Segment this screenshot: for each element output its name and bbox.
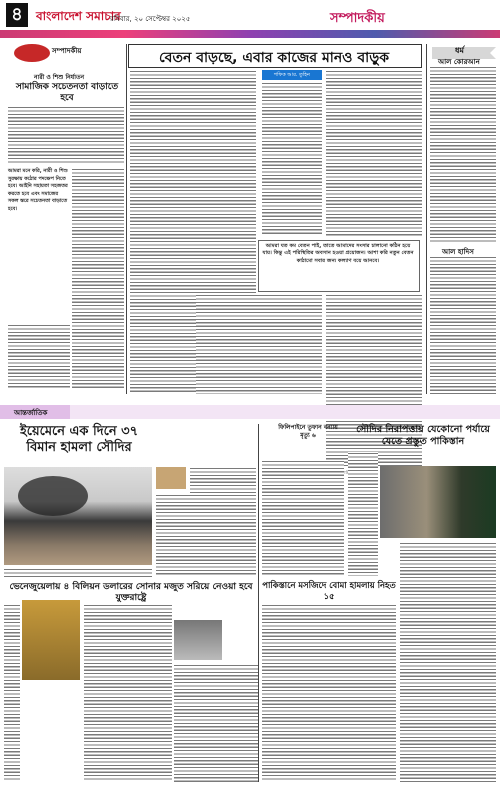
editorial-body-text — [72, 168, 124, 388]
column-body-text — [262, 82, 322, 236]
venezuela-headline: ভেনেজুয়েলায় ৪ বিলিয়ন ডলারের সোনার মজুত সরিয়ে নেওয়া হবে যুক্তরাষ্ট্রে — [9, 582, 253, 603]
gold-bars-photo — [22, 600, 80, 680]
yemen-headline: ইয়েমেনে এক দিনে ৩৭ বিমান হামলা সৌদির — [19, 424, 139, 455]
editorial-headline: সামাজিক সচেতনতা বাড়াতে হবে — [15, 82, 119, 103]
saudi-body-text — [400, 542, 496, 782]
inset-photo — [156, 467, 186, 489]
newspaper-logo: বাংলাদেশ সমাচার — [36, 9, 121, 23]
pakistan-headline: পাকিস্তানে মসজিদে বোমা হামলায় নিহত ১৫ — [262, 580, 396, 601]
philippines-headline: ফিলিপাইনে তুফান বন্যায় মৃত্যু ৬ — [278, 424, 338, 439]
editorial-kicker: নারী ও শিশু নির্যাতন — [34, 74, 85, 81]
editorial-tag-label: সম্পাদকীয় — [52, 47, 82, 55]
venezuela-body-text — [174, 664, 258, 782]
column-body-text — [196, 294, 322, 394]
column-body-text — [326, 70, 422, 236]
philippines-body-text — [262, 460, 344, 576]
venezuela-body-text — [84, 604, 172, 782]
header-decor-strip — [0, 30, 500, 38]
quran-subheading: আল কোরআন — [438, 58, 480, 66]
saudi-body-text — [348, 452, 378, 576]
quran-body-text — [430, 66, 496, 242]
column-divider — [426, 44, 427, 394]
yemen-body-text — [190, 467, 256, 493]
religion-tag-label: ধর্ম — [455, 46, 464, 55]
international-section-label: আন্তর্জাতিক — [14, 409, 48, 417]
dateline: রবিবার, ২০ সেপ্টেম্বর ২০২৫ — [110, 15, 191, 23]
author-caption: কলামিস্ট — [338, 470, 353, 475]
hadith-body-text — [430, 256, 496, 394]
page-number: ৪ — [6, 3, 28, 27]
yemen-body-text — [156, 494, 256, 576]
leaders-meeting-photo — [380, 466, 496, 538]
pull-quote: আমরা যত কম বেতন পাই, তাতে আমাদের সংসার চালানো কঠিন হয়ে যায়। কিন্তু এই পরিস্থিতির অবসান হওয়া প্রয়োজন। আশা করি নতুন বেতন কাঠামো সবার জন্য কল্যাণ বয়ে আনবে। — [262, 243, 414, 264]
editorial-quote: আমরা মনে করি, নারী ও শিশু সুরক্ষায় কঠোর পদক্ষেপ নিতে হবে। আইনি সহায়তা সহজতর করতে হবে এবং সমাজের সকল স্তরে সচেতনতা বাড়াতে হবে। — [8, 168, 68, 212]
saudi-pakistan-headline: সৌদির নিরাপত্তায় যেকোনো পর্যায়ে যেতে প্রস্তুত পাকিস্তান — [356, 424, 490, 447]
editorial-body-text — [8, 324, 70, 388]
smoke-plume-image — [18, 476, 88, 516]
vault-photo — [174, 620, 222, 660]
photo-caption-text — [4, 568, 152, 578]
pakistan-body-text — [262, 604, 396, 782]
editorial-tag-shape — [14, 44, 50, 62]
column-divider — [126, 44, 127, 394]
section-title: সম্পাদকীয় — [330, 11, 385, 26]
editorial-body-text — [8, 106, 124, 164]
column-headline: বেতন বাড়ছে, এবার কাজের মানও বাড়ুক — [158, 50, 390, 66]
venezuela-body-text — [4, 604, 20, 782]
religion-tag — [432, 44, 496, 56]
column-byline: শফিক আর. তুহিন — [262, 70, 322, 80]
column-divider — [258, 424, 259, 782]
hadith-subheading: আল হাদিস — [442, 248, 474, 256]
international-section-band — [0, 404, 500, 418]
